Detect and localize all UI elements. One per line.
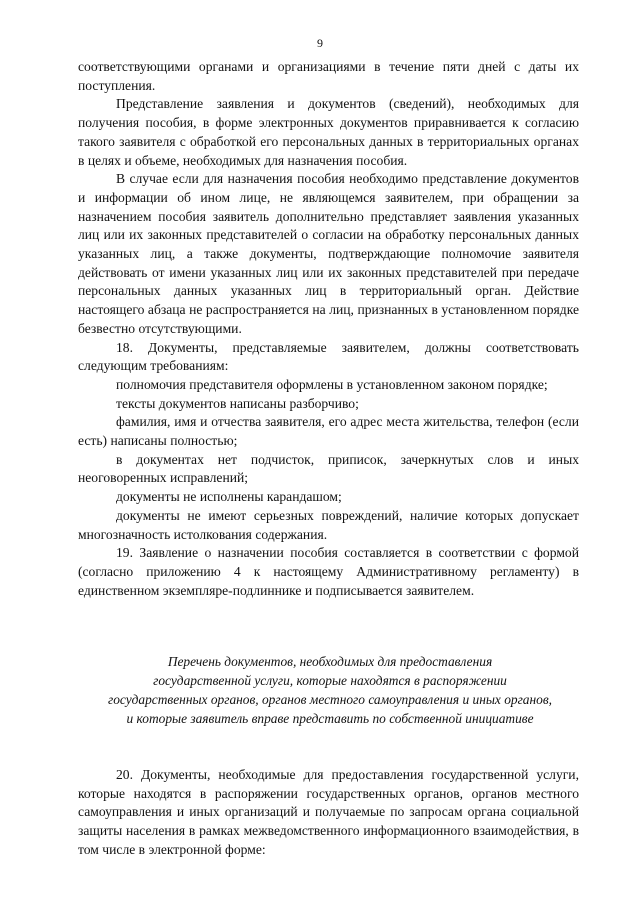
list-item: полномочия представителя оформлены в установленном законом порядке; (116, 376, 548, 392)
paragraph-item-20: 20. Документы, необходимые для предоставления государственной услуги, которые находятся в распоряжении государственных органов, органов местного самоуправления и иных организаций и получаемые по запросам органа социальной защиты населения в рамках межведомственного информационного взаимодействия, в том числе в электронной форме: (78, 767, 579, 857)
heading-line: и которые заявитель вправе представить по собственной инициативе (126, 711, 534, 726)
list-item: фамилия, имя и отчества заявителя, его адрес места жительства, телефон (если есть) написаны полностью; (78, 414, 579, 449)
paragraph: соответствующими органами и организациями в течение пяти дней с даты их поступления. (78, 59, 579, 93)
section-heading (60, 652, 600, 728)
list-item: документы не исполнены карандашом; (116, 489, 342, 505)
heading-line: Перечень документов, необходимых для предоставления (167, 654, 493, 669)
body-text (78, 58, 579, 600)
list-item: тексты документов написаны разборчиво; (116, 395, 359, 411)
paragraph: В случае если для назначения пособия необходимо представление документов и информации об ином лице, не являющемся заявителем, при обращении за назначением пособия заявитель дополнительно представляет заявления указанных лиц или их законных представителей о согласии на обработку персональных данных указанных лиц, а также документы, подтверждающие полномочие заявителя действовать от имени указанных лиц или их законных представителей при передаче персональных данных указанных лиц в территориальный орган. Действие настоящего абзаца не распространяется на лиц, признанных в установленном порядке безвестно отсутствующими. (78, 171, 579, 336)
list-item: документы не имеют серьезных повреждений, наличие которых допускает многозначность истолкования содержания. (78, 507, 579, 542)
paragraph-item-19: 19. Заявление о назначении пособия составляется в соответствии с формой (согласно приложению 4 к настоящему Административному регламенту) в единственном экземпляре-подлиннике и подписывается заявителем. (78, 545, 579, 598)
list-item: в документах нет подчисток, приписок, зачеркнутых слов и иных неоговоренных исправлений; (78, 451, 579, 486)
paragraph-item-18: 18. Документы, представляемые заявителем, должны соответствовать следующим требованиям: (78, 339, 579, 374)
heading-line: государственных органов, органов местного самоуправления и иных органов, (107, 692, 553, 707)
body-text-continued (78, 766, 579, 860)
paragraph: Представление заявления и документов (сведений), необходимых для получения пособия, в форме электронных документов приравнивается к согласию такого заявителя с обработкой его персональных данных в территориальных органах в целях и объеме, необходимых для назначения пособия. (78, 96, 579, 168)
page-number: 9 (317, 36, 323, 50)
heading-line: государственной услуги, которые находятся в распоряжении (153, 673, 507, 688)
